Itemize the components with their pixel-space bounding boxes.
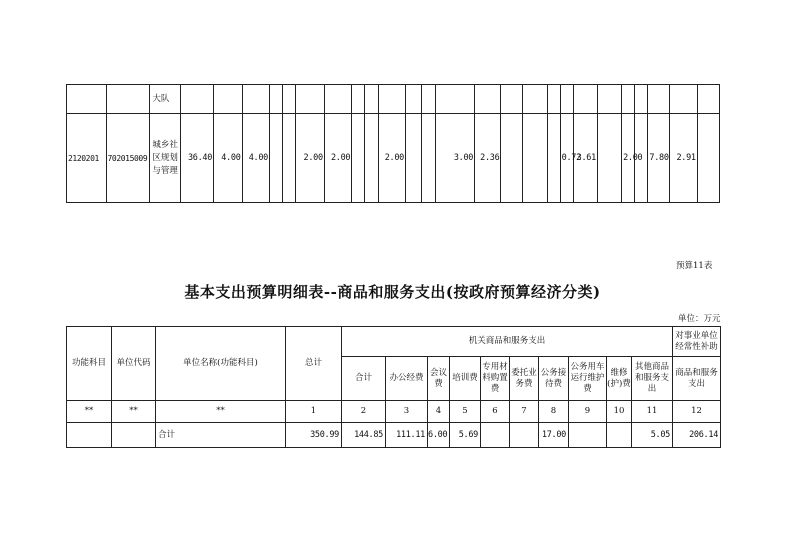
header-col: 委托业务费	[510, 357, 539, 401]
header-org-group: 机关商品和服务支出	[342, 327, 673, 357]
index-cell: 2	[342, 401, 386, 423]
index-cell: **	[156, 401, 286, 423]
table-row	[67, 85, 720, 114]
sum-value: 111.11	[386, 423, 428, 448]
sum-row	[67, 423, 721, 448]
unit-label: 单位：万元	[678, 314, 721, 324]
value-cell	[501, 114, 523, 203]
value-cell	[597, 114, 621, 203]
header-func-subject: 功能科目	[67, 327, 112, 401]
value-cell	[352, 114, 365, 203]
index-cell: 8	[539, 401, 569, 423]
header-col: 商品和服务支出	[673, 357, 721, 401]
value-cell	[422, 114, 435, 203]
value-cell: 7.80	[648, 114, 670, 203]
header-col: 公务用车运行维护费	[569, 357, 607, 401]
continuation-table	[66, 84, 720, 203]
value-cell: 36.40	[181, 114, 214, 203]
header-unit-name: 单位名称(功能科目)	[156, 327, 286, 401]
sum-value	[569, 423, 607, 448]
index-cell: 12	[673, 401, 721, 423]
header-col: 合计	[342, 357, 386, 401]
header-unit-code: 单位代码	[112, 327, 156, 401]
sum-value: 5.05	[632, 423, 673, 448]
budget-detail-table	[66, 326, 721, 448]
header-col: 其他商品和服务支出	[632, 357, 673, 401]
value-cell: 3.61	[573, 114, 597, 203]
index-cell: 9	[569, 401, 607, 423]
sum-value	[510, 423, 539, 448]
index-cell: **	[112, 401, 156, 423]
header-inst-group: 对事业单位经常性补助	[673, 327, 721, 357]
unit-name-cell: 大队	[150, 85, 181, 114]
header-col: 公务接待费	[539, 357, 569, 401]
func-code-cell: 2120201	[67, 114, 107, 203]
index-cell: 11	[632, 401, 673, 423]
sum-label: 合计	[156, 423, 286, 448]
value-cell: 2.00	[296, 114, 325, 203]
value-cell	[269, 114, 282, 203]
sum-value: 6.00	[428, 423, 450, 448]
value-cell: 2.91	[670, 114, 697, 203]
sum-value: 144.85	[342, 423, 386, 448]
value-cell	[697, 114, 719, 203]
value-cell	[405, 114, 421, 203]
index-cell: 7	[510, 401, 539, 423]
value-cell	[365, 114, 378, 203]
value-cell: 0.72	[560, 114, 573, 203]
table-row	[67, 114, 720, 203]
index-cell: 1	[286, 401, 342, 423]
index-row	[67, 401, 721, 423]
unit-code-cell: 702015009	[106, 114, 150, 203]
value-cell	[283, 114, 296, 203]
value-cell: 2.00	[324, 114, 351, 203]
index-cell: 5	[450, 401, 481, 423]
value-cell	[547, 114, 560, 203]
value-cell: 2.00	[622, 114, 635, 203]
index-cell: **	[67, 401, 112, 423]
index-cell: 3	[386, 401, 428, 423]
sum-value: 350.99	[286, 423, 342, 448]
value-cell: 2.36	[475, 114, 501, 203]
value-cell: 4.00	[242, 114, 269, 203]
table-number: 预算11表	[676, 261, 713, 271]
sum-value	[607, 423, 632, 448]
value-cell: 2.00	[378, 114, 405, 203]
header-total: 总计	[286, 327, 342, 401]
header-row	[67, 327, 721, 357]
sum-value: 5.69	[450, 423, 481, 448]
unit-name-cell: 城乡社区规划与管理	[150, 114, 181, 203]
header-col: 专用材料购置费	[481, 357, 510, 401]
header-col: 会议费	[428, 357, 450, 401]
sum-value: 17.00	[539, 423, 569, 448]
sum-value: 206.14	[673, 423, 721, 448]
index-cell: 10	[607, 401, 632, 423]
header-col: 培训费	[450, 357, 481, 401]
index-cell: 6	[481, 401, 510, 423]
header-col: 维修(护)费	[607, 357, 632, 401]
sum-value	[481, 423, 510, 448]
header-col: 办公经费	[386, 357, 428, 401]
page-title: 基本支出预算明细表--商品和服务支出(按政府预算经济分类)	[184, 283, 601, 301]
value-cell: 4.00	[214, 114, 243, 203]
value-cell	[523, 114, 547, 203]
value-cell: 3.00	[435, 114, 475, 203]
index-cell: 4	[428, 401, 450, 423]
